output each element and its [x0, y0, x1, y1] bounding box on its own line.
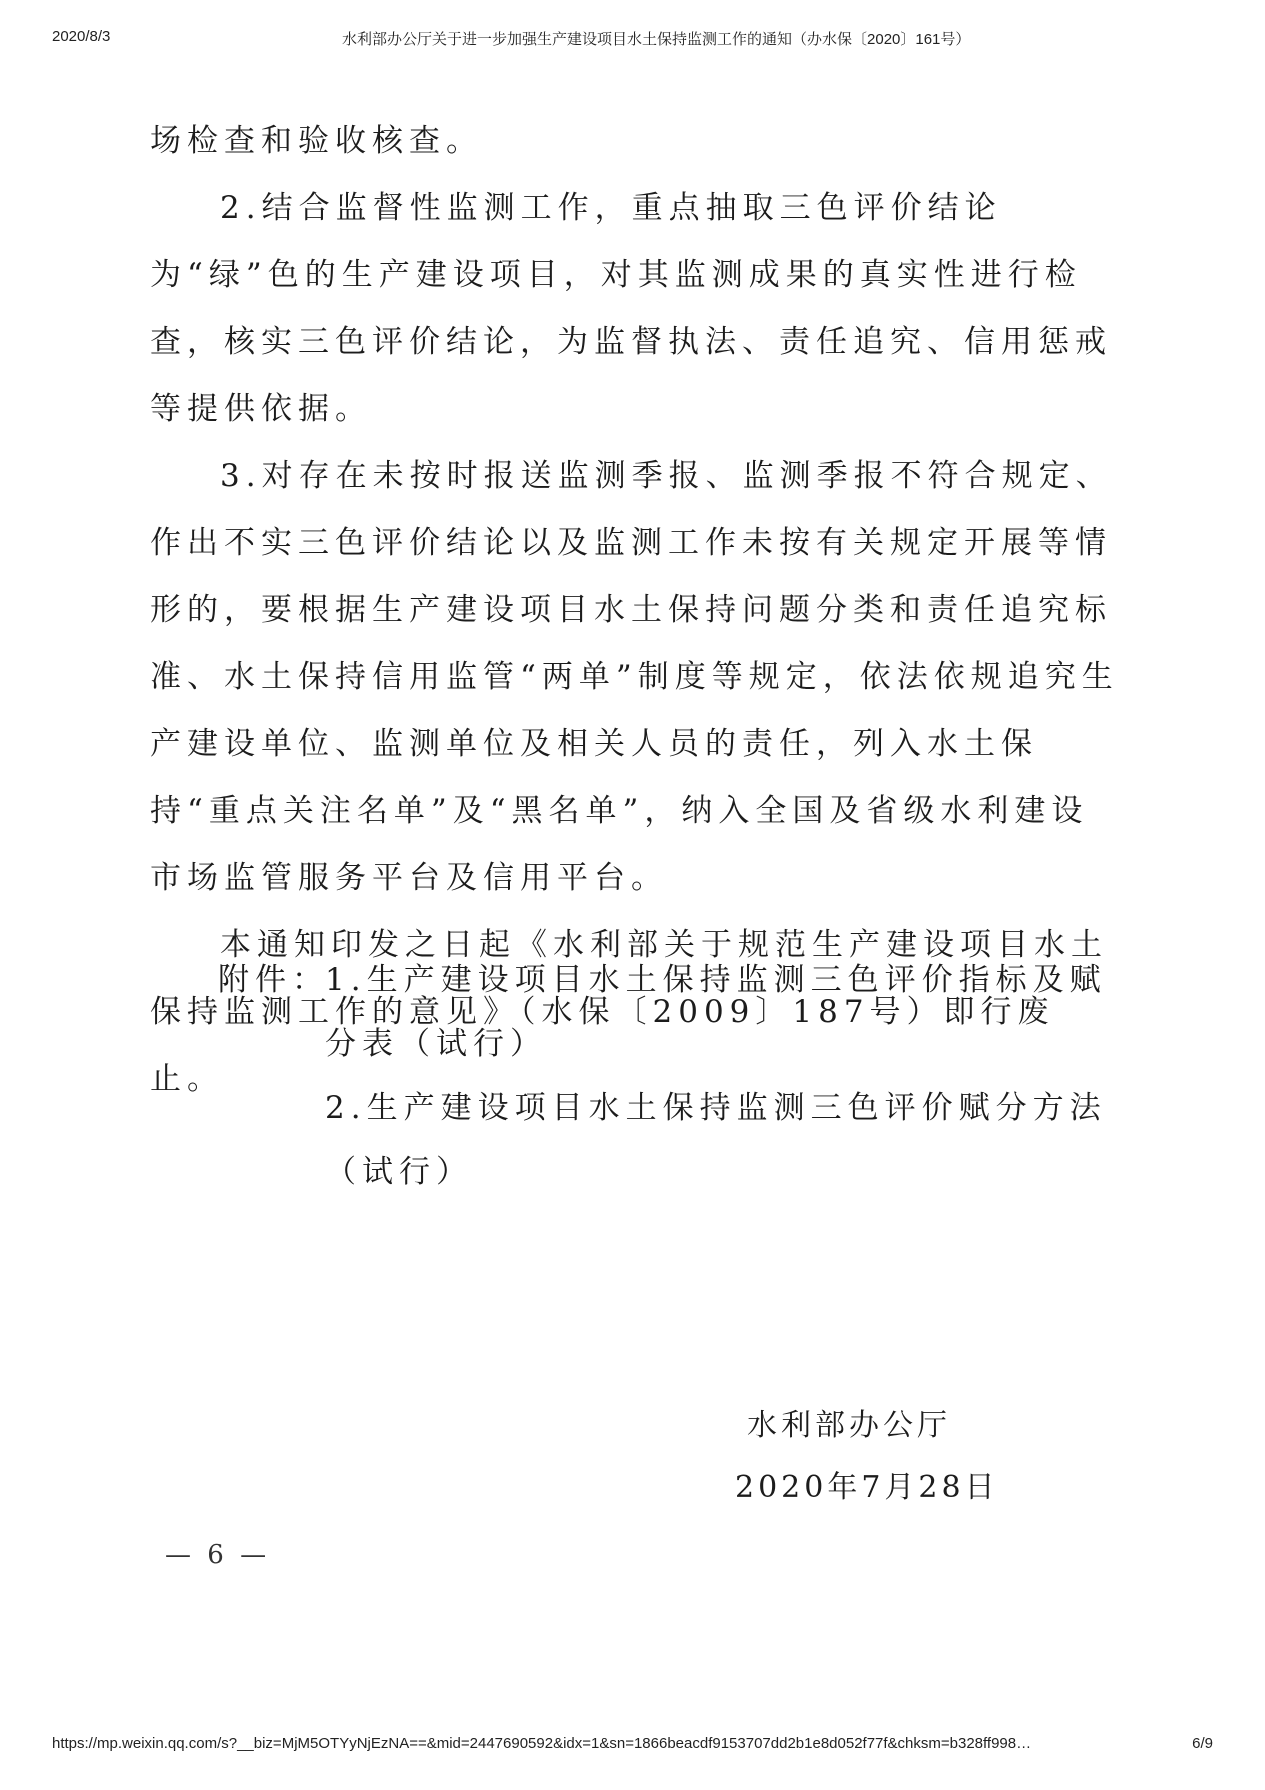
signature-block	[735, 1395, 999, 1519]
paragraph-continuation: 场检查和验收核查。	[150, 123, 483, 159]
print-footer	[52, 1735, 1213, 1759]
attachment-item	[218, 948, 1128, 1076]
paragraph-item-3: 3.对存在未按时报送监测季报、监测季报不符合规定、作出不实三色评价结论以及监测工作未按有关规定开展等情形的，要根据生产建设项目水土保持问题分类和责任追究标准、水土保持信用监管“两单”制度等规定，依法依规追究生产建设单位、监测单位及相关人员的责任，列入水土保持“重点关注名单”及“黑名单”，纳入全国及省级水利建设市场监管服务平台及信用平台。	[150, 458, 1119, 896]
print-header	[52, 28, 1213, 52]
attachment-item	[218, 1076, 1128, 1204]
attachment-2: 2.生产建设项目水土保持监测三色评价赋分方法（试行）	[325, 1090, 1107, 1190]
paragraph-item-2: 2.结合监督性监测工作，重点抽取三色评价结论为“绿”色的生产建设项目，对其监测成果的真实性进行检查，核实三色评价结论，为监督执法、责任追究、信用惩戒等提供依据。	[150, 190, 1112, 427]
attachment-1: 1.生产建设项目水土保持监测三色评价指标及赋分表（试行）	[325, 962, 1107, 1062]
source-url: https://mp.weixin.qq.com/s?__biz=MjM5OTYyNjEzNA==&mid=2447690592&idx=1&sn=1866beacdf9153707dd2b1e8d052f77f&chksm=b328ff998…	[52, 1735, 1032, 1752]
page-title: 水利部办公厅关于进一步加强生产建设项目水土保持监测工作的通知（办水保〔2020〕161号）	[342, 31, 971, 48]
attachments-list	[218, 948, 1128, 1204]
page-number: — 6 —	[165, 1540, 271, 1570]
attachments-label: 附件：	[218, 962, 329, 998]
issue-date: 2020年7月28日	[735, 1470, 999, 1505]
paragraph-repeal-notice: 本通知印发之日起《水利部关于规范生产建设项目水土保持监测工作的意见》（水保〔2009〕187号）即行废止。	[150, 927, 1108, 1097]
issuing-organization: 水利部办公厅	[747, 1408, 951, 1443]
print-page-counter: 6/9	[1192, 1735, 1213, 1752]
print-date: 2020/8/3	[52, 28, 111, 45]
